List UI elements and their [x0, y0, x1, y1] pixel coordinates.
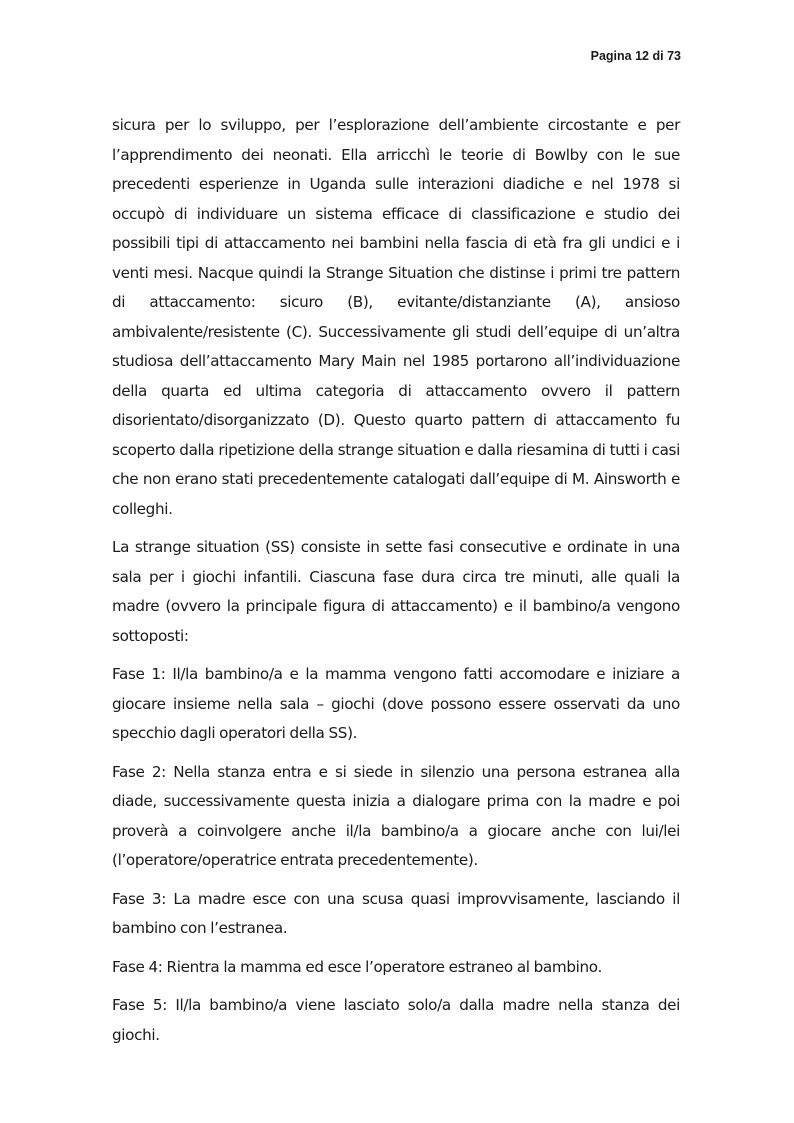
page-label: Pagina — [590, 49, 632, 63]
paragraph-phase-4: Fase 4: Rientra la mamma ed esce l’operatore estraneo al bambino. — [112, 957, 602, 976]
paragraph-phase-3: Fase 3: La madre esce con una scusa quasi improvvisamente, lasciando il bambino con l’estranea. — [112, 889, 680, 937]
paragraph-phase-5: Fase 5: Il/la bambino/a viene lasciato solo/a dalla madre nella stanza dei giochi. — [112, 996, 680, 1044]
page-separator: di — [652, 49, 664, 63]
body-text — [112, 111, 680, 1050]
page-number-header — [591, 49, 681, 63]
current-page-number: 12 — [635, 49, 650, 63]
paragraph-phase-1: Fase 1: Il/la bambino/a e la mamma vengono fatti accomodare e iniziare a giocare insieme nella sala – giochi (dove possono essere osservati da uno specchio dagli operatori della SS). — [112, 665, 680, 742]
paragraph-strange-situation-intro: La strange situation (SS) consiste in sette fasi consecutive e ordinate in una sala per i giochi infantili. Ciascuna fase dura circa tre minuti, alle quali la madre (ovvero la principale figura di attaccamento) e il bambino/a vengono sottoposti: — [112, 538, 680, 645]
paragraph-phase-2: Fase 2: Nella stanza entra e si siede in silenzio una persona estranea alla diade, successivamente questa inizia a dialogare prima con la madre e poi proverà a coinvolgere anche il/la bambino/a a giocare anche con lui/lei (l’operatore/operatrice entrata precedentemente). — [112, 762, 680, 869]
total-pages: 73 — [667, 49, 681, 63]
paragraph-ainsworth-history: sicura per lo sviluppo, per l’esplorazione dell’ambiente circostante e per l’apprendimento dei neonati. Ella arricchì le teorie di Bowlby con le sue precedenti esperienze in Uganda sulle interazioni diadiche e nel 1978 si occupò di individuare un sistema efficace di classificazione e studio dei possibili tipi di attaccamento nei bambini nella fascia di età fra gli undici e i venti mesi. Nacque quindi la Strange Situation che distinse i primi tre pattern di attaccamento: sicuro (B), evitante/distanziante (A), ansioso ambivalente/resistente (C). Successivamente gli studi dell’equipe di un’altra studiosa dell’attaccamento Mary Main nel 1985 portarono all’individuazione della quarta ed ultima categoria di attaccamento ovvero il pattern disorientato/disorganizzato (D). Questo quarto pattern di attaccamento fu scoperto dalla ripetizione della strange situation e dalla riesamina di tutti i casi che non erano stati precedentemente catalogati dall’equipe di M. Ainsworth e colleghi. — [112, 116, 680, 518]
